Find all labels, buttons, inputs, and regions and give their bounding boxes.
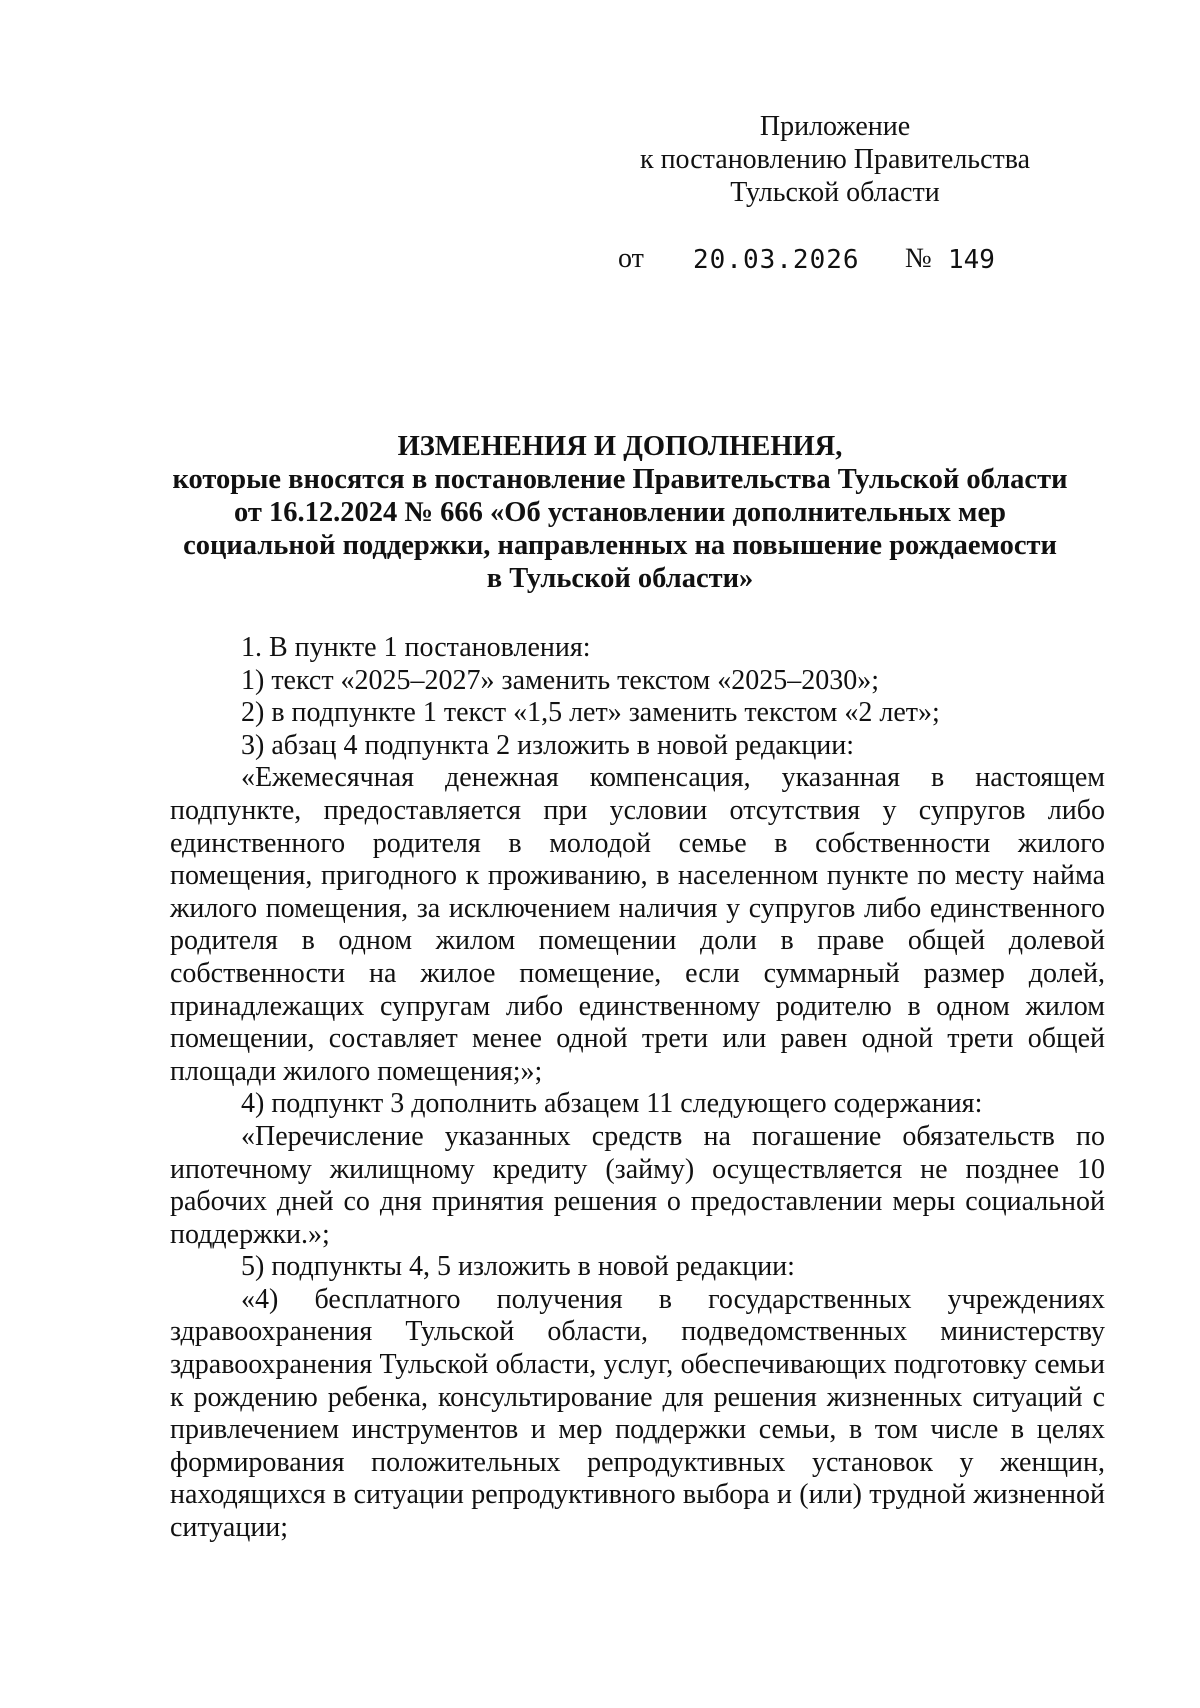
date-from-label: от	[618, 243, 644, 274]
document-number: 149	[948, 245, 995, 275]
title-line: социальной поддержки, направленных на повышение рождаемости	[183, 530, 1057, 561]
document-title	[150, 430, 1090, 595]
body-paragraph: «Перечисление указанных средств на погашение обязательств по ипотечному жилищному кредиту (займу) осуществляется не позднее 10 рабочих дней со дня принятия решения о предоставлении меры социальной поддержки.»;	[170, 1120, 1105, 1250]
appendix-header	[610, 110, 1060, 209]
title-line: в Тульской области»	[486, 563, 754, 594]
body-paragraph: 4) подпункт 3 дополнить абзацем 11 следующего содержания:	[241, 1088, 983, 1120]
body-paragraph: 1. В пункте 1 постановления:	[241, 632, 591, 663]
body-paragraph: 2) в подпункте 1 текст «1,5 лет» заменить текстом «2 лет»;	[241, 697, 940, 729]
title-line: от 16.12.2024 № 666 «Об установлении дополнительных мер	[234, 497, 1006, 528]
body-paragraph: 3) абзац 4 подпункта 2 изложить в новой редакции:	[241, 729, 855, 761]
appendix-line: к постановлению Правительства	[639, 144, 1031, 175]
body-paragraph: «Ежемесячная денежная компенсация, указанная в настоящем подпункте, предоставляется при условии отсутствия у супругов либо единственного родителя в молодой семье в собственности жилого помещения, пригодного к проживанию, в населенном пункте по месту найма жилого помещения, за исключением наличия у супругов либо единственного родителя в одном жилом помещении доли в праве общей долевой собственности на жилое помещение, если суммарный размер долей, принадлежащих супругам либо единственному родителю в одном жилом помещении, составляет менее одной трети или равен одной трети общей площади жилого помещения;»;	[170, 762, 1105, 1087]
title-line: которые вносятся в постановление Правительства Тульской области	[172, 464, 1068, 495]
document-date: 20.03.2026	[693, 245, 860, 275]
document-dateline	[0, 243, 1200, 283]
body-paragraph: «4) бесплатного получения в государственных учреждениях здравоохранения Тульской области, подведомственных министерству здравоохранения Тульской области, услуг, обеспечивающих подготовку семьи к рождению ребенка, консультирование для решения жизненных ситуаций с привлечением инструментов и мер поддержки семьи, в том числе в целях формирования положительных репродуктивных установок у женщин, находящихся в ситуации репродуктивного выбора и (или) трудной жизненной ситуации;	[170, 1283, 1105, 1544]
number-sign: №	[905, 243, 932, 274]
appendix-line: Тульской области	[730, 177, 940, 208]
body-paragraph: 1) текст «2025–2027» заменить текстом «2025–2030»;	[241, 664, 879, 696]
appendix-line: Приложение	[759, 111, 911, 142]
document-body	[170, 632, 1105, 1545]
body-paragraph: 5) подпункты 4, 5 изложить в новой редакции:	[241, 1251, 795, 1283]
title-line: ИЗМЕНЕНИЯ И ДОПОЛНЕНИЯ,	[397, 431, 843, 462]
